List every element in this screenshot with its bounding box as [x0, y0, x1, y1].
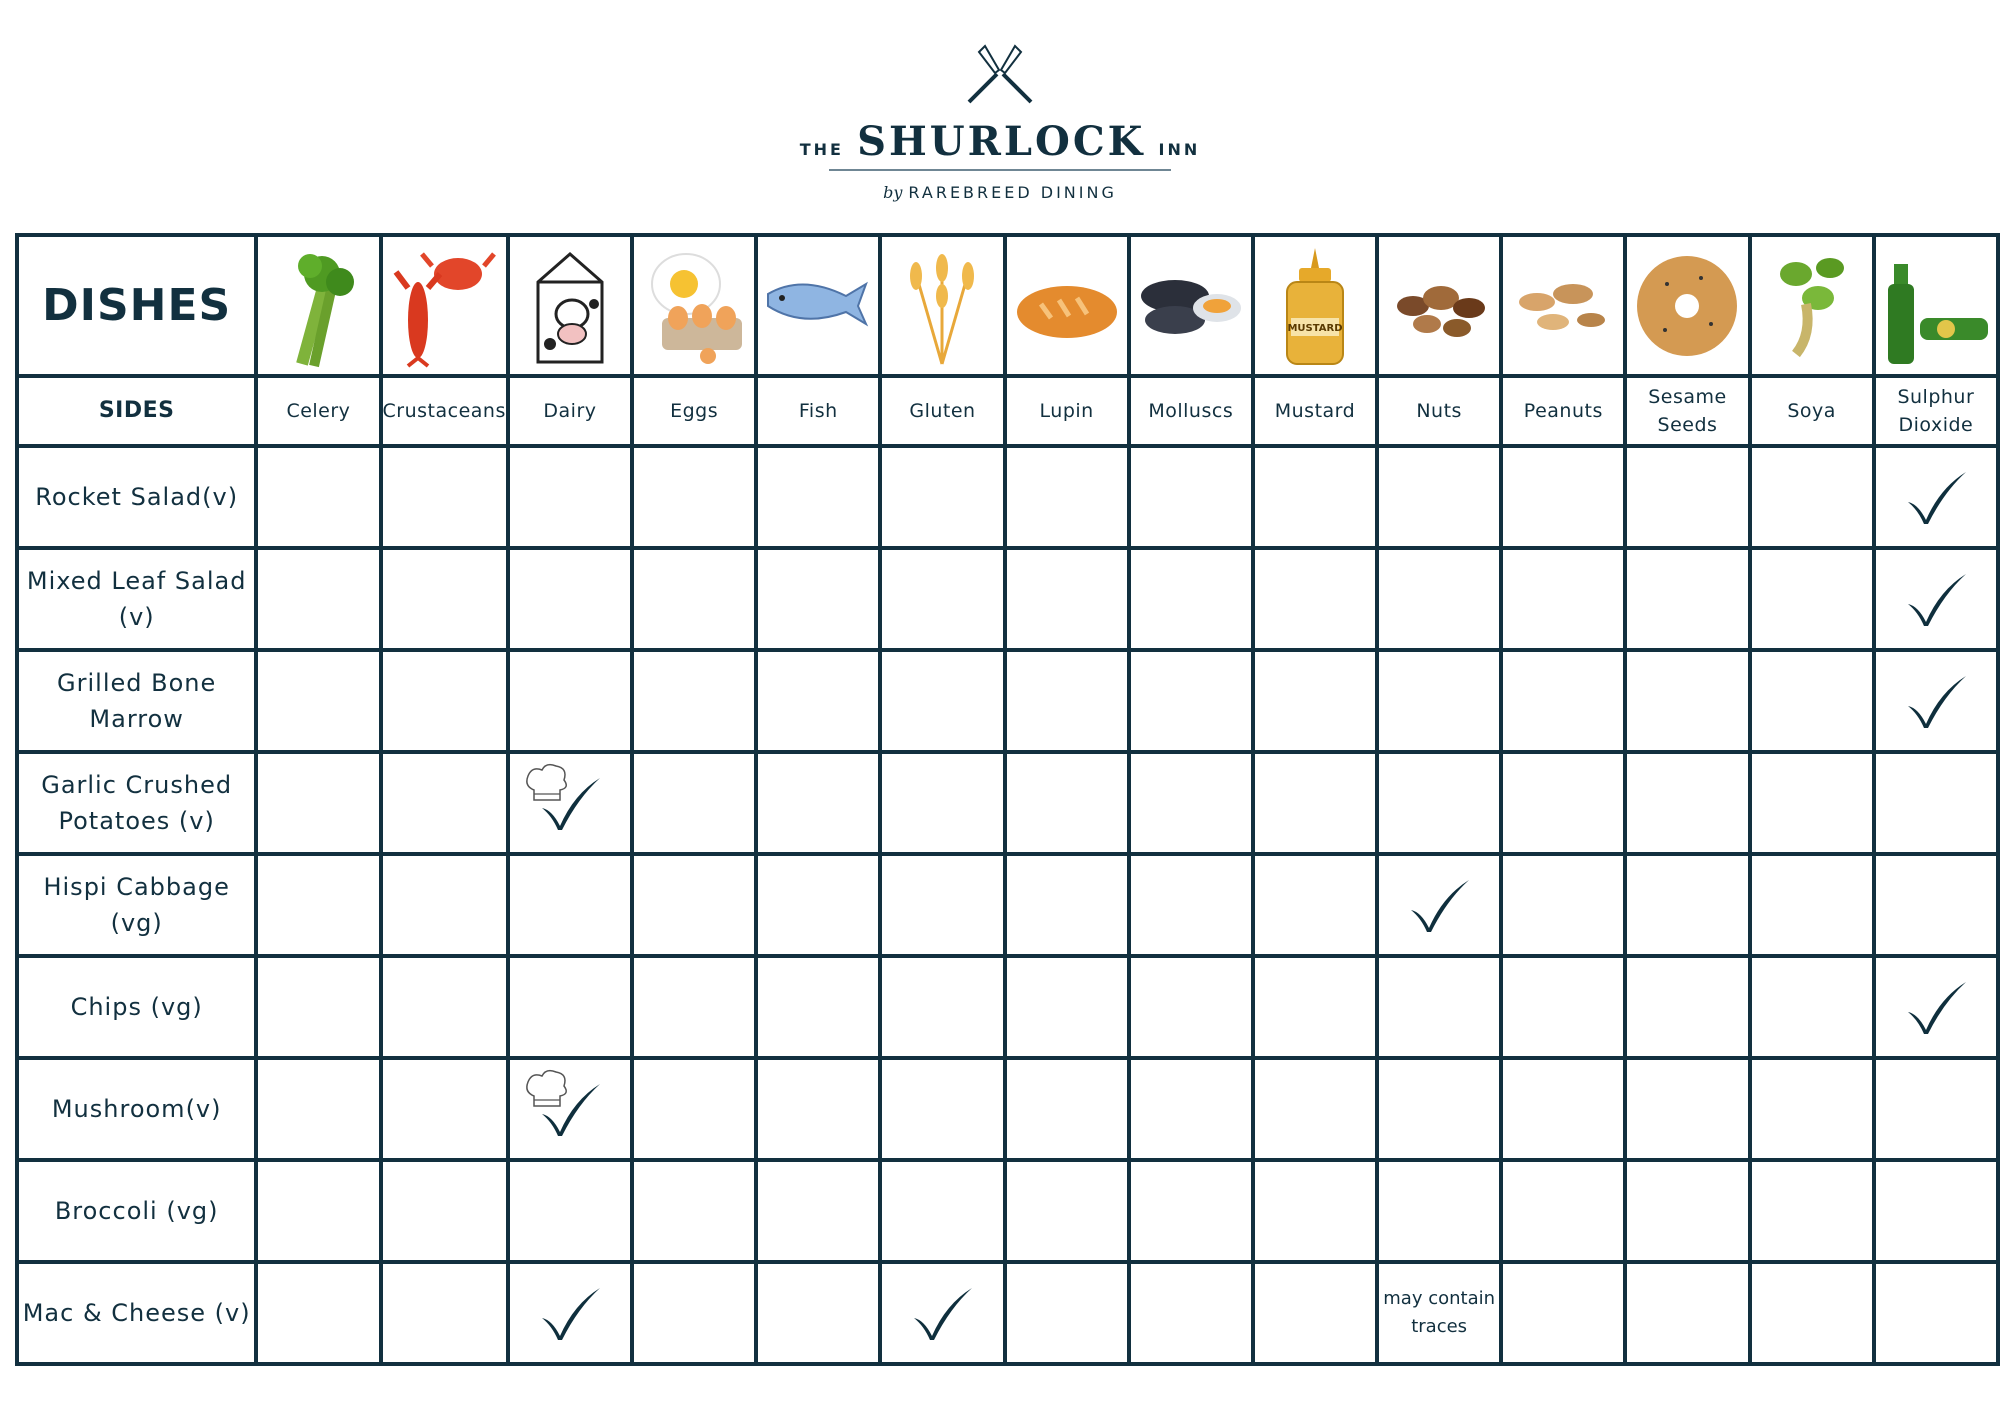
dish-name: Rocket Salad(v): [35, 483, 239, 511]
dish-row: [17, 650, 1998, 752]
allergen-cell: [1750, 956, 1874, 1058]
dish-name: Hispi Cabbage (vg): [43, 873, 230, 937]
allergen-cell: [1253, 446, 1377, 548]
allergen-cell: [1625, 1262, 1749, 1364]
allergen-cell: [381, 1058, 508, 1160]
beer-bottles-icon: [1874, 235, 1998, 376]
allergen-cell: [256, 1262, 380, 1364]
allergen-cell: [1005, 1058, 1129, 1160]
allergen-cell: [1625, 548, 1749, 650]
allergen-cell: [1501, 1058, 1625, 1160]
allergen-cell: [1874, 752, 1998, 854]
sides-heading: SIDES: [98, 398, 175, 423]
allergen-cell: [880, 1262, 1004, 1364]
allergen-cell: [256, 446, 380, 548]
check-mark-icon: [538, 774, 604, 834]
allergen-cell: [1253, 956, 1377, 1058]
allergen-cell: [1129, 854, 1253, 956]
allergen-cell: [1874, 1058, 1998, 1160]
allergen-cell: [1377, 1058, 1501, 1160]
eggs-icon: [632, 235, 756, 376]
logo-the: THE: [799, 140, 844, 159]
fish-icon: [756, 235, 880, 376]
allergen-cell: [880, 548, 1004, 650]
dish-name-cell: [17, 1160, 256, 1262]
mustard-bottle-icon: [1253, 235, 1377, 376]
allergen-label-soya: Soya: [1750, 376, 1874, 446]
dish-name-cell: [17, 854, 256, 956]
restaurant-logo: [0, 40, 2000, 202]
allergen-label-nuts: Nuts: [1377, 376, 1501, 446]
allergen-cell: [756, 1160, 880, 1262]
allergen-cell: [1005, 1262, 1129, 1364]
allergen-cell: [508, 446, 632, 548]
allergen-cell: [381, 650, 508, 752]
allergen-cell: [1377, 752, 1501, 854]
dish-name: Mushroom(v): [51, 1095, 222, 1123]
logo-tagline: RAREBREED DINING: [908, 183, 1117, 202]
nuts-icon: [1377, 235, 1501, 376]
dish-row: [17, 752, 1998, 854]
allergen-cell: [1253, 752, 1377, 854]
allergen-cell: [1625, 1160, 1749, 1262]
dish-row: [17, 1058, 1998, 1160]
allergen-cell: [1625, 446, 1749, 548]
allergen-cell: [1874, 446, 1998, 548]
dish-name-cell: [17, 1262, 256, 1364]
allergen-cell: [381, 956, 508, 1058]
dish-name: Garlic Crushed Potatoes (v): [41, 771, 233, 835]
allergen-cell: [256, 548, 380, 650]
allergen-label-mustard: Mustard: [1253, 376, 1377, 446]
allergen-icon-row: [17, 235, 1998, 376]
dish-name-cell: [17, 956, 256, 1058]
allergen-cell: [756, 1262, 880, 1364]
dish-name: Mac & Cheese (v): [22, 1299, 251, 1327]
allergen-cell: [1377, 956, 1501, 1058]
allergen-label-crustaceans: Crustaceans: [381, 376, 508, 446]
check-mark-icon: [1407, 876, 1473, 936]
allergen-cell: [256, 956, 380, 1058]
allergen-cell: [1874, 548, 1998, 650]
dish-name: Mixed Leaf Salad (v): [26, 567, 247, 631]
milk-carton-icon: [508, 235, 632, 376]
crossed-knives-icon: [955, 40, 1045, 108]
allergen-cell: [1501, 956, 1625, 1058]
allergen-cell: [1750, 650, 1874, 752]
allergen-label-lupin: Lupin: [1005, 376, 1129, 446]
check-mark-icon: [538, 1080, 604, 1140]
allergen-cell: [256, 1160, 380, 1262]
allergen-cell: [256, 752, 380, 854]
allergen-cell: [381, 548, 508, 650]
allergen-cell: [1377, 1262, 1501, 1364]
allergen-cell: [1750, 446, 1874, 548]
allergen-cell: [632, 446, 756, 548]
allergen-cell: [381, 752, 508, 854]
allergen-cell: [756, 956, 880, 1058]
dish-row: [17, 446, 1998, 548]
allergen-cell: [256, 1058, 380, 1160]
dish-name-cell: [17, 548, 256, 650]
allergen-cell: [1005, 548, 1129, 650]
allergen-cell: [381, 1262, 508, 1364]
sides-header-cell: [17, 376, 256, 446]
allergen-cell: [1874, 650, 1998, 752]
allergen-name-row: [17, 376, 1998, 446]
allergen-cell: [1750, 1160, 1874, 1262]
allergen-cell: [1129, 752, 1253, 854]
check-mark-icon: [538, 1284, 604, 1344]
allergen-cell: [1625, 752, 1749, 854]
allergen-cell: [1129, 1160, 1253, 1262]
dishes-header-cell: [17, 235, 256, 376]
allergen-cell: [1625, 854, 1749, 956]
allergen-cell: [756, 854, 880, 956]
allergen-cell: [756, 650, 880, 752]
allergen-cell: [632, 650, 756, 752]
allergen-cell: [508, 752, 632, 854]
allergen-cell: [508, 854, 632, 956]
allergen-cell: [1501, 1160, 1625, 1262]
allergen-cell: [1874, 956, 1998, 1058]
allergen-label-eggs: Eggs: [632, 376, 756, 446]
dish-row: [17, 548, 1998, 650]
allergen-cell: [1377, 650, 1501, 752]
allergen-cell: [1377, 446, 1501, 548]
allergen-cell: [1253, 650, 1377, 752]
allergen-cell: [1874, 1262, 1998, 1364]
dish-name-cell: [17, 650, 256, 752]
allergen-cell: [880, 1058, 1004, 1160]
dish-name: Broccoli (vg): [54, 1197, 219, 1225]
allergen-cell: [1005, 1160, 1129, 1262]
dish-rows: [17, 446, 1998, 1364]
allergen-label-sesame-seeds: Sesame Seeds: [1625, 376, 1749, 446]
allergen-cell: [1501, 1262, 1625, 1364]
allergen-cell: [1005, 752, 1129, 854]
dishes-heading: DISHES: [42, 280, 232, 331]
allergen-cell: [1750, 752, 1874, 854]
allergen-cell: [1005, 956, 1129, 1058]
allergen-cell: [1625, 650, 1749, 752]
dish-name: Chips (vg): [70, 993, 203, 1021]
allergen-label-gluten: Gluten: [880, 376, 1004, 446]
mussels-icon: [1129, 235, 1253, 376]
dish-row: [17, 1262, 1998, 1364]
allergen-label-dairy: Dairy: [508, 376, 632, 446]
allergen-cell: [632, 1262, 756, 1364]
allergen-cell: [1253, 548, 1377, 650]
allergen-cell: [1750, 548, 1874, 650]
allergen-cell: [1874, 854, 1998, 956]
check-mark-icon: [910, 1284, 976, 1344]
allergen-cell: [1129, 548, 1253, 650]
allergen-cell: [1501, 548, 1625, 650]
soybean-icon: [1750, 235, 1874, 376]
allergen-cell: [632, 854, 756, 956]
allergen-cell: [256, 650, 380, 752]
celery-icon: [256, 235, 380, 376]
allergen-cell: [1005, 446, 1129, 548]
dish-name-cell: [17, 446, 256, 548]
allergen-cell: [632, 548, 756, 650]
allergen-cell: [880, 854, 1004, 956]
allergen-cell: [880, 650, 1004, 752]
peanuts-icon: [1501, 235, 1625, 376]
allergen-cell: [632, 1058, 756, 1160]
allergen-cell: [508, 1058, 632, 1160]
allergen-cell: [508, 650, 632, 752]
allergen-cell: [1129, 650, 1253, 752]
allergen-cell: [1501, 752, 1625, 854]
mustard-label: MUSTARD: [1287, 322, 1343, 334]
allergen-cell: [1501, 650, 1625, 752]
allergen-table: [15, 233, 2000, 1366]
allergen-label-sulphur-dioxide: Sulphur Dioxide: [1874, 376, 1998, 446]
allergen-cell: [756, 446, 880, 548]
allergen-cell: [381, 1160, 508, 1262]
logo-divider: [829, 169, 1171, 171]
allergen-cell: [1253, 1262, 1377, 1364]
bagel-icon: [1625, 235, 1749, 376]
logo-by: by: [883, 183, 903, 202]
allergen-cell: [1625, 1058, 1749, 1160]
allergen-label-fish: Fish: [756, 376, 880, 446]
allergen-cell: [381, 446, 508, 548]
allergen-cell: [756, 752, 880, 854]
dish-name-cell: [17, 752, 256, 854]
allergen-cell: [1625, 956, 1749, 1058]
allergen-cell: [1129, 1262, 1253, 1364]
logo-inn: INN: [1158, 140, 1201, 159]
allergen-cell: [1377, 1160, 1501, 1262]
allergen-cell: [880, 956, 1004, 1058]
allergen-cell: [256, 854, 380, 956]
lobster-crab-icon: [381, 235, 508, 376]
allergen-cell: [880, 752, 1004, 854]
logo-name: SHURLOCK: [857, 118, 1146, 165]
allergen-cell: [1005, 854, 1129, 956]
allergen-cell: [1874, 1160, 1998, 1262]
allergen-cell: [1253, 1058, 1377, 1160]
bread-icon: [1005, 235, 1129, 376]
allergen-cell: [1253, 854, 1377, 956]
dish-row: [17, 956, 1998, 1058]
allergen-cell: [508, 956, 632, 1058]
allergen-label-peanuts: Peanuts: [1501, 376, 1625, 446]
allergen-cell: [1129, 956, 1253, 1058]
allergen-cell: [1750, 1262, 1874, 1364]
allergen-cell: [1501, 446, 1625, 548]
allergen-label-molluscs: Molluscs: [1129, 376, 1253, 446]
allergen-cell: [880, 1160, 1004, 1262]
allergen-cell: [1750, 1058, 1874, 1160]
dish-row: [17, 1160, 1998, 1262]
allergen-cell: [1005, 650, 1129, 752]
check-mark-icon: [1904, 468, 1970, 528]
allergen-cell: [756, 548, 880, 650]
allergen-cell: [632, 752, 756, 854]
allergen-cell: [1501, 854, 1625, 956]
dish-name: Grilled Bone Marrow: [57, 669, 217, 733]
allergen-cell: [1129, 446, 1253, 548]
allergen-cell: [1377, 854, 1501, 956]
wheat-icon: [880, 235, 1004, 376]
dish-name-cell: [17, 1058, 256, 1160]
allergen-cell: [508, 1160, 632, 1262]
allergen-cell: [632, 956, 756, 1058]
check-mark-icon: [1904, 570, 1970, 630]
allergen-cell: [756, 1058, 880, 1160]
allergen-cell: [508, 1262, 632, 1364]
allergen-cell: [508, 548, 632, 650]
allergen-cell: [381, 854, 508, 956]
allergen-cell: [1253, 1160, 1377, 1262]
allergen-cell: [1750, 854, 1874, 956]
allergen-cell: [1129, 1058, 1253, 1160]
check-mark-icon: [1904, 978, 1970, 1038]
allergen-label-celery: Celery: [256, 376, 380, 446]
allergen-note: may contain traces: [1383, 1288, 1496, 1337]
allergen-cell: [632, 1160, 756, 1262]
allergen-cell: [880, 446, 1004, 548]
check-mark-icon: [1904, 672, 1970, 732]
allergen-cell: [1377, 548, 1501, 650]
dish-row: [17, 854, 1998, 956]
